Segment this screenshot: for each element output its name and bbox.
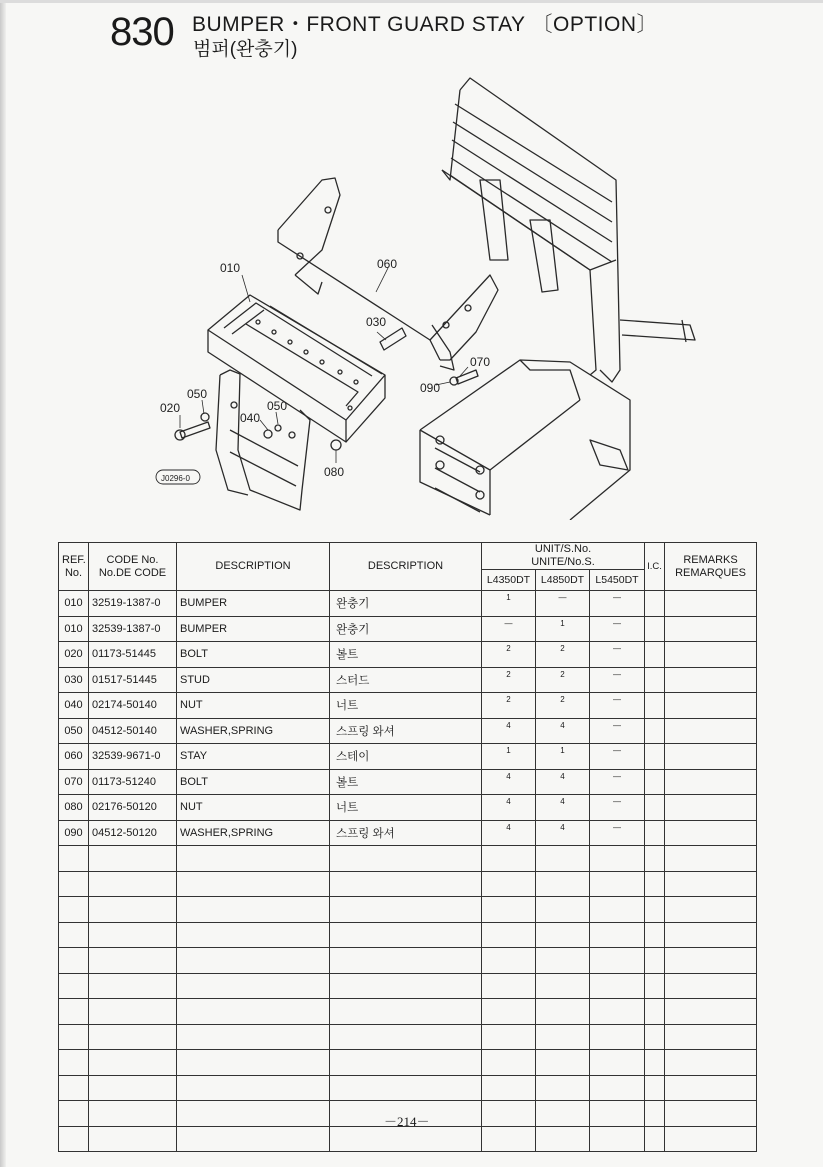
table-row: [59, 591, 757, 617]
cell-ic: [645, 642, 665, 668]
callout-010: 010: [220, 261, 241, 275]
parts-illustration: [150, 70, 710, 520]
page-title: BUMPER・FRONT GUARD STAY 〔OPTION〕: [192, 13, 658, 36]
cell-remarks: [665, 1024, 757, 1050]
cell-qty-l5450dt: [590, 922, 645, 948]
cell-ic: [645, 846, 665, 872]
cell-description-en: BUMPER: [177, 591, 330, 617]
cell-description-en: WASHER,SPRING: [177, 718, 330, 744]
cell-qty-l4850dt: [536, 846, 590, 872]
cell-ic: [645, 948, 665, 974]
cell-description-en: [177, 973, 330, 999]
cell-qty-l4350dt: [482, 1126, 536, 1152]
callout-060: 060: [377, 257, 398, 271]
cell-remarks: [665, 744, 757, 770]
cell-qty-l4350dt: [482, 846, 536, 872]
cell-code: 32539-1387-0: [89, 616, 177, 642]
cell-qty-l4850dt: [536, 1075, 590, 1101]
cell-ref: [59, 999, 89, 1025]
cell-description-en: BOLT: [177, 769, 330, 795]
table-row: [59, 897, 757, 923]
header-ref: REF. No.: [59, 543, 89, 591]
cell-remarks: [665, 999, 757, 1025]
cell-qty-l5450dt: [590, 1126, 645, 1152]
cell-description-ko: [330, 948, 482, 974]
stay-bracket: [278, 178, 498, 370]
cell-qty-l4350dt: [482, 897, 536, 923]
cell-remarks: [665, 769, 757, 795]
cell-code: 02176-50120: [89, 795, 177, 821]
header-description-ko: DESCRIPTION: [330, 543, 482, 591]
cell-ref: 010: [59, 616, 89, 642]
page-title-korean: 범퍼(완충기): [193, 39, 298, 60]
table-row: [59, 795, 757, 821]
cell-qty-l4350dt: [482, 1075, 536, 1101]
cell-remarks: [665, 871, 757, 897]
leader-lines: [180, 268, 468, 463]
cell-qty-l5450dt: [590, 871, 645, 897]
cell-description-en: STAY: [177, 744, 330, 770]
cell-description-en: NUT: [177, 693, 330, 719]
table-row: [59, 616, 757, 642]
cell-qty-l4850dt: 2: [536, 642, 590, 668]
cell-remarks: [665, 897, 757, 923]
cell-qty-l5450dt: —: [590, 616, 645, 642]
cell-qty-l4850dt: 2: [536, 693, 590, 719]
cell-qty-l5450dt: [590, 1075, 645, 1101]
cell-ref: 030: [59, 667, 89, 693]
cell-description-en: [177, 1101, 330, 1127]
cell-description-ko: [330, 999, 482, 1025]
cell-qty-l4350dt: [482, 948, 536, 974]
cell-qty-l5450dt: —: [590, 667, 645, 693]
cell-ref: [59, 948, 89, 974]
cell-description-ko: [330, 1050, 482, 1076]
header-remarks: REMARKS REMARQUES: [665, 543, 757, 591]
cell-qty-l4350dt: [482, 999, 536, 1025]
cell-ic: [645, 744, 665, 770]
table-row: [59, 922, 757, 948]
cell-qty-l5450dt: —: [590, 744, 645, 770]
cell-qty-l4350dt: —: [482, 616, 536, 642]
page-edge-shadow: [0, 0, 6, 1167]
cell-ref: [59, 1101, 89, 1127]
cell-qty-l4350dt: [482, 973, 536, 999]
cell-qty-l4350dt: 4: [482, 820, 536, 846]
cell-qty-l4350dt: 4: [482, 769, 536, 795]
cell-qty-l4350dt: [482, 1024, 536, 1050]
cell-ref: 070: [59, 769, 89, 795]
cell-description-en: [177, 1126, 330, 1152]
cell-ic: [645, 897, 665, 923]
cell-qty-l4850dt: [536, 1126, 590, 1152]
cell-remarks: [665, 1101, 757, 1127]
cell-qty-l5450dt: [590, 973, 645, 999]
cell-qty-l5450dt: —: [590, 795, 645, 821]
cell-qty-l4350dt: [482, 1050, 536, 1076]
table-row: [59, 871, 757, 897]
cell-code: [89, 1126, 177, 1152]
table-row: [59, 973, 757, 999]
cell-ic: [645, 999, 665, 1025]
cell-ref: [59, 1024, 89, 1050]
cell-description-ko: 완충기: [330, 616, 482, 642]
cell-qty-l5450dt: —: [590, 718, 645, 744]
cell-remarks: [665, 616, 757, 642]
cell-qty-l4850dt: [536, 1024, 590, 1050]
bumper: [208, 295, 385, 442]
cell-qty-l5450dt: [590, 948, 645, 974]
cell-qty-l4850dt: —: [536, 591, 590, 617]
cell-code: 01517-51445: [89, 667, 177, 693]
cell-qty-l4850dt: 4: [536, 769, 590, 795]
cell-code: [89, 1101, 177, 1127]
cell-description-en: BOLT: [177, 642, 330, 668]
cell-qty-l5450dt: [590, 1024, 645, 1050]
cell-qty-l4350dt: 1: [482, 744, 536, 770]
cell-qty-l5450dt: [590, 846, 645, 872]
cell-description-en: [177, 1075, 330, 1101]
cell-code: 32519-1387-0: [89, 591, 177, 617]
cell-description-ko: 너트: [330, 693, 482, 719]
cell-qty-l4850dt: [536, 897, 590, 923]
cell-description-en: [177, 999, 330, 1025]
callout-020: 020: [160, 401, 181, 415]
cell-ic: [645, 591, 665, 617]
cell-qty-l4850dt: [536, 1101, 590, 1127]
figure-code: J0296-0: [161, 474, 190, 483]
parts-table: [58, 542, 757, 1152]
cell-qty-l5450dt: —: [590, 693, 645, 719]
header-unit: UNIT/S.No. UNITE/No.S.: [482, 543, 645, 570]
cell-code: [89, 897, 177, 923]
section-number: 830: [110, 10, 174, 54]
table-row: [59, 820, 757, 846]
parts-table-body: [59, 591, 757, 1152]
cell-ref: [59, 871, 89, 897]
cell-ic: [645, 1050, 665, 1076]
cell-ic: [645, 795, 665, 821]
cell-remarks: [665, 1126, 757, 1152]
cell-remarks: [665, 718, 757, 744]
callout-030: 030: [366, 315, 387, 329]
cell-qty-l4850dt: [536, 973, 590, 999]
cell-description-en: [177, 1024, 330, 1050]
cell-ic: [645, 871, 665, 897]
cell-qty-l5450dt: [590, 1050, 645, 1076]
callout-050-left: 050: [187, 387, 208, 401]
exploded-parts-drawing: [150, 70, 710, 520]
cell-ref: 060: [59, 744, 89, 770]
cell-qty-l5450dt: —: [590, 591, 645, 617]
cell-ref: [59, 1075, 89, 1101]
cell-code: [89, 1075, 177, 1101]
cell-remarks: [665, 820, 757, 846]
callout-labels: [160, 257, 490, 483]
header-ic: I.C.: [645, 543, 665, 591]
cell-ic: [645, 973, 665, 999]
cell-qty-l4850dt: [536, 922, 590, 948]
parts-table-container: [58, 542, 756, 1152]
callout-040: 040: [240, 411, 261, 425]
cell-code: [89, 1024, 177, 1050]
cell-ref: [59, 1050, 89, 1076]
page-number: －214－: [384, 1114, 430, 1129]
cell-ref: [59, 897, 89, 923]
cell-ref: 050: [59, 718, 89, 744]
table-row: [59, 693, 757, 719]
cell-qty-l4850dt: [536, 999, 590, 1025]
cell-code: [89, 948, 177, 974]
cell-ref: 090: [59, 820, 89, 846]
cell-code: 01173-51445: [89, 642, 177, 668]
cell-qty-l5450dt: [590, 1101, 645, 1127]
cell-remarks: [665, 667, 757, 693]
cell-qty-l4350dt: 2: [482, 693, 536, 719]
cell-remarks: [665, 1075, 757, 1101]
cell-ic: [645, 667, 665, 693]
cell-qty-l4850dt: 4: [536, 795, 590, 821]
header-description-en: DESCRIPTION: [177, 543, 330, 591]
cell-ic: [645, 769, 665, 795]
cell-qty-l4850dt: 1: [536, 744, 590, 770]
cell-remarks: [665, 1050, 757, 1076]
cell-code: [89, 871, 177, 897]
table-row: [59, 999, 757, 1025]
cell-ic: [645, 1101, 665, 1127]
cell-description-en: [177, 897, 330, 923]
cell-qty-l4850dt: 4: [536, 820, 590, 846]
cell-description-en: [177, 922, 330, 948]
cell-remarks: [665, 922, 757, 948]
cell-description-en: [177, 948, 330, 974]
cell-description-ko: 볼트: [330, 642, 482, 668]
cell-description-en: [177, 871, 330, 897]
cell-qty-l4850dt: [536, 1050, 590, 1076]
cell-description-en: BUMPER: [177, 616, 330, 642]
table-row: [59, 948, 757, 974]
cell-description-ko: [330, 922, 482, 948]
cell-description-ko: 완충기: [330, 591, 482, 617]
cell-qty-l4350dt: 2: [482, 642, 536, 668]
cell-qty-l4850dt: [536, 948, 590, 974]
cell-code: 02174-50140: [89, 693, 177, 719]
cell-ref: [59, 922, 89, 948]
cell-description-en: [177, 846, 330, 872]
cell-description-en: WASHER,SPRING: [177, 820, 330, 846]
table-row: [59, 846, 757, 872]
cell-code: 04512-50120: [89, 820, 177, 846]
cell-qty-l4350dt: 1: [482, 591, 536, 617]
header-model-l5450dt: L5450DT: [590, 570, 645, 591]
cell-ic: [645, 616, 665, 642]
cell-qty-l4850dt: 4: [536, 718, 590, 744]
cell-remarks: [665, 973, 757, 999]
cell-qty-l4850dt: 1: [536, 616, 590, 642]
cell-remarks: [665, 693, 757, 719]
cell-code: [89, 846, 177, 872]
cell-description-en: NUT: [177, 795, 330, 821]
cell-code: 01173-51240: [89, 769, 177, 795]
cell-ic: [645, 922, 665, 948]
cell-qty-l5450dt: —: [590, 769, 645, 795]
cell-qty-l4350dt: 4: [482, 795, 536, 821]
cell-remarks: [665, 795, 757, 821]
cell-ref: 010: [59, 591, 89, 617]
front-guard-frame: [442, 78, 695, 382]
callout-090: 090: [420, 381, 441, 395]
cell-qty-l5450dt: —: [590, 820, 645, 846]
cell-description-ko: [330, 1075, 482, 1101]
lower-bracket: [216, 370, 310, 510]
cell-description-ko: 스터드: [330, 667, 482, 693]
cell-ref: [59, 1126, 89, 1152]
cell-qty-l4850dt: 2: [536, 667, 590, 693]
cell-description-ko: 볼트: [330, 769, 482, 795]
cell-qty-l4850dt: [536, 871, 590, 897]
callout-080: 080: [324, 465, 345, 479]
cell-qty-l4350dt: 4: [482, 718, 536, 744]
cell-qty-l4350dt: 2: [482, 667, 536, 693]
cell-ref: 040: [59, 693, 89, 719]
table-row: [59, 1050, 757, 1076]
callout-050-right: 050: [267, 399, 288, 413]
cell-ref: [59, 973, 89, 999]
cell-qty-l5450dt: —: [590, 642, 645, 668]
cell-remarks: [665, 846, 757, 872]
cell-ic: [645, 1126, 665, 1152]
table-row: [59, 667, 757, 693]
cell-ref: [59, 846, 89, 872]
cell-qty-l4350dt: [482, 922, 536, 948]
table-header-row: [59, 543, 757, 570]
cell-remarks: [665, 591, 757, 617]
cell-ic: [645, 820, 665, 846]
cell-code: 04512-50140: [89, 718, 177, 744]
cell-description-en: STUD: [177, 667, 330, 693]
cell-code: [89, 1050, 177, 1076]
cell-code: [89, 922, 177, 948]
cell-description-ko: [330, 897, 482, 923]
cell-code: [89, 973, 177, 999]
cell-qty-l5450dt: [590, 897, 645, 923]
cell-ic: [645, 1024, 665, 1050]
cell-ic: [645, 1075, 665, 1101]
table-row: [59, 769, 757, 795]
cell-description-ko: [330, 871, 482, 897]
cell-ic: [645, 718, 665, 744]
table-row: [59, 744, 757, 770]
cell-remarks: [665, 642, 757, 668]
page-top-edge: [0, 0, 823, 3]
cell-qty-l4350dt: [482, 871, 536, 897]
cell-description-ko: 스프링 와셔: [330, 820, 482, 846]
header-model-l4850dt: L4850DT: [536, 570, 590, 591]
cell-description-ko: [330, 973, 482, 999]
cell-code: 32539-9671-0: [89, 744, 177, 770]
cell-remarks: [665, 948, 757, 974]
cell-ref: 080: [59, 795, 89, 821]
cell-qty-l5450dt: [590, 999, 645, 1025]
table-row: [59, 642, 757, 668]
table-row: [59, 718, 757, 744]
cell-ref: 020: [59, 642, 89, 668]
header-model-l4350dt: L4350DT: [482, 570, 536, 591]
callout-070: 070: [470, 355, 491, 369]
cell-ic: [645, 693, 665, 719]
cell-description-en: [177, 1050, 330, 1076]
header-code: CODE No. No.DE CODE: [89, 543, 177, 591]
cell-description-ko: [330, 1024, 482, 1050]
cell-description-ko: [330, 846, 482, 872]
table-row: [59, 1075, 757, 1101]
table-row: [59, 1024, 757, 1050]
cell-qty-l4350dt: [482, 1101, 536, 1127]
cell-description-ko: 스프링 와셔: [330, 718, 482, 744]
cell-description-ko: 너트: [330, 795, 482, 821]
cell-code: [89, 999, 177, 1025]
cell-description-ko: 스테이: [330, 744, 482, 770]
